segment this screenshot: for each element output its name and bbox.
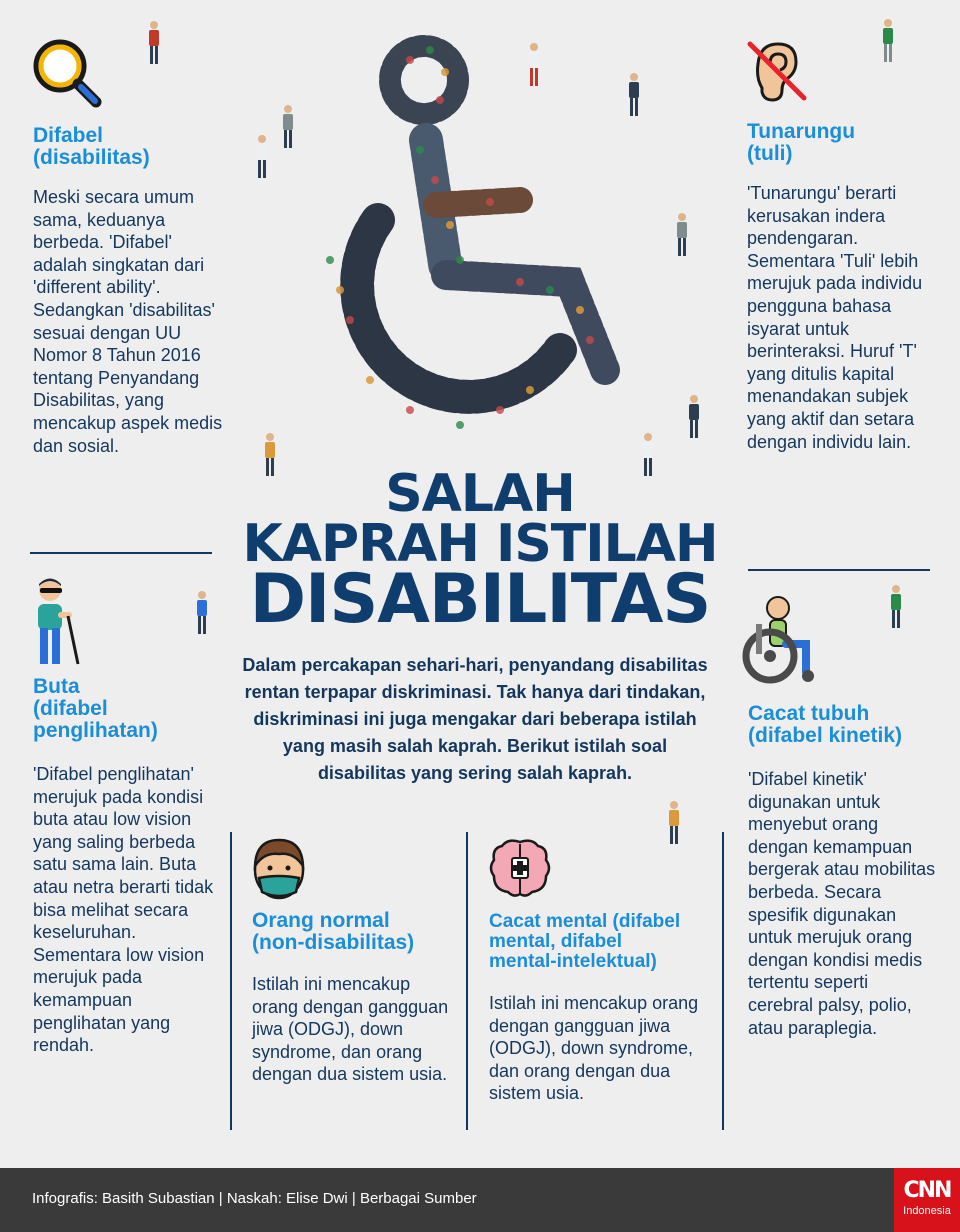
crossed-ear-icon xyxy=(746,38,808,104)
divider-vertical-2 xyxy=(466,832,468,1130)
person-figure xyxy=(526,42,542,88)
wheelchair-user-icon xyxy=(742,594,822,686)
cacat-mental-body: Istilah ini mencakup orang dengan gangguan jiwa (ODGJ), down syndrome, dan orang dengan dua sistem usia. xyxy=(489,993,699,1104)
divider-right xyxy=(748,569,930,571)
divider-vertical-3 xyxy=(722,832,724,1130)
brain-icon xyxy=(488,836,552,900)
orang-normal-body: Istilah ini mencakup orang dengan gangguan jiwa (ODGJ), down syndrome, dan orang dengan dua sistem usia. xyxy=(252,974,449,1085)
person-figure xyxy=(254,134,270,180)
cacat-tubuh-body: 'Difabel kinetik' digunakan untuk menyebut orang dengan kemampuan bergerak atau mobilitas berbeda. Secara spesifik digunakan untuk merujuk orang dengan kondisi medis tertentu seperti cerebral palsy, polio, atau paraplegia. xyxy=(748,769,936,1038)
cnn-logo-text: CNN xyxy=(903,1178,951,1203)
person-figure xyxy=(280,104,296,150)
footer-bar xyxy=(0,1168,960,1232)
footer-credits: Infografis: Basith Subastian | Naskah: Elise Dwi | Berbagai Sumber xyxy=(32,1190,477,1207)
blind-person-icon xyxy=(32,576,82,668)
tunarungu-heading: Tunarungu (tuli) xyxy=(747,120,856,165)
buta-body: 'Difabel penglihatan' merujuk pada kondisi buta atau low vision yang saling berbeda satu sama lain. Buta atau netra berarti tidak bisa melihat secara keseluruhan. Sementara low vision merujuk pada kemampuan penglihatan yang rendah. xyxy=(33,764,214,1056)
difabel-heading: Difabel (disabilitas) xyxy=(33,124,150,169)
cnn-logo-subtitle: Indonesia xyxy=(903,1205,951,1217)
intro-paragraph: Dalam percakapan sehari-hari, penyandang disabilitas rentan terpapar diskriminasi. Tak hanya dari tindakan, diskriminasi ini juga mengakar dari beberapa istilah yang masih salah kaprah. Berikut istilah soal disabilitas yang sering salah kaprah. xyxy=(242,655,708,783)
divider-vertical-1 xyxy=(230,832,232,1130)
magnifier-icon xyxy=(30,36,104,108)
cacat-tubuh-heading: Cacat tubuh (difabel kinetik) xyxy=(748,702,903,747)
person-figure xyxy=(666,800,682,846)
divider-left xyxy=(30,552,212,554)
orang-normal-heading: Orang normal (non-disabilitas) xyxy=(252,909,415,954)
cnn-logo xyxy=(894,1168,960,1232)
difabel-body: Meski secara umum sama, keduanya berbeda. 'Difabel' adalah singkatan dari 'different ability'. Sedangkan 'disabilitas' sesuai dengan UU Nomor 8 Tahun 2016 tentang Penyandang Disabilitas, yang mencakup aspek medis dan sosial. xyxy=(33,187,223,456)
title-line-3: DISABILITAS xyxy=(249,560,711,639)
masked-face-icon xyxy=(250,836,308,902)
person-figure xyxy=(194,590,210,636)
person-figure xyxy=(686,394,702,440)
person-figure xyxy=(880,18,896,64)
person-figure xyxy=(146,20,162,66)
tunarungu-body: 'Tunarungu' berarti kerusakan indera pendengaran. Sementara 'Tuli' lebih merujuk pada individu pengguna bahasa isyarat untuk berinteraksi. Huruf 'T' yang ditulis kapital menandakan subjek yang aktif dan setara dengan individu lain. xyxy=(747,183,923,452)
person-figure xyxy=(888,584,904,630)
cacat-mental-heading: Cacat mental (difabel mental, difabel mental-intelektual) xyxy=(489,911,681,972)
title-line-1: SALAH xyxy=(385,464,575,524)
title-line-2: KAPRAH ISTILAH xyxy=(242,514,718,574)
person-figure xyxy=(626,72,642,118)
person-figure xyxy=(674,212,690,258)
buta-heading: Buta (difabel penglihatan) xyxy=(33,675,158,742)
